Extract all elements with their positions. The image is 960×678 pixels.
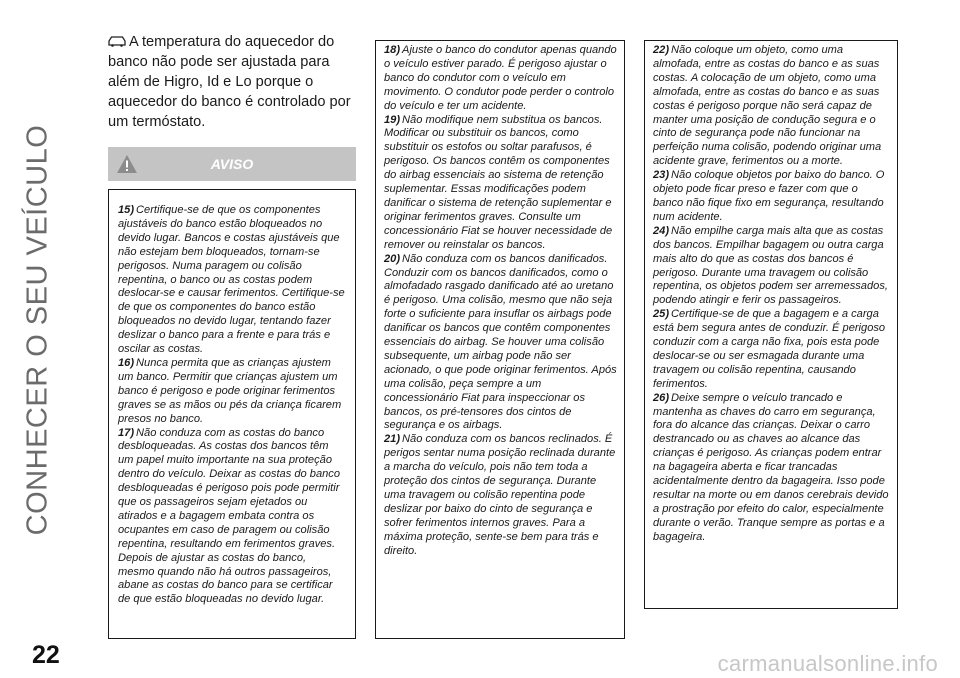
warning-text: Ajuste o banco do condutor apenas quando o veículo estiver parado. É perigoso ajustar o banco do condutor com o veículo em movimento. O condutor pode perder o controlo do veículo e ter um acidente. (384, 44, 617, 112)
watermark: carmanualsonline.info (717, 651, 938, 676)
warning-number: 20) (384, 252, 401, 265)
warning-box-column-2 (375, 40, 625, 639)
warning-item (118, 427, 345, 608)
warning-title: AVISO (210, 156, 254, 172)
warning-text: Não coloque um objeto, como uma almofada, entre as costas do banco e as suas costas. A colocação de um objeto, como uma almofada, entre as costas do banco e as suas costas é perigoso porque não será capaz de manter uma posição de condução segura e o cinto de segurança pode não funcionar na perfeição numa colisão, podendo originar uma acidente grave, ferimentos ou a morte. (653, 44, 882, 168)
warning-number: 17) (118, 426, 135, 439)
warning-item (653, 392, 891, 545)
warning-item (118, 204, 345, 357)
warning-item (653, 308, 891, 391)
warning-number: 24) (653, 224, 670, 237)
warning-box-column-3 (644, 40, 898, 609)
warning-item (118, 357, 345, 427)
warning-item (384, 433, 618, 558)
warning-item (384, 253, 618, 434)
warning-item (653, 169, 891, 225)
warning-number: 15) (118, 204, 135, 216)
warning-number: 25) (653, 308, 670, 321)
warning-number: 19) (384, 113, 401, 126)
warning-text: Nunca permita que as crianças ajustem um banco. Permitir que crianças ajustem um banco é perigoso e pode originar ferimentos graves se as mãos ou pés da criança ficarem presos no banco. (118, 356, 342, 425)
warning-text: Não conduza com os bancos danificados. Conduzir com os bancos danificados, como o almofadado rasgado danificado até ao uretano é perigoso. Uma colisão, mesmo que não seja forte o suficiente para insuflar os airbags pode danificar os bancos que contêm componentes essenciais do airbag. Se houver uma colisão subsequente, um airbag pode não ser acionado, o que pode originar ferimentos. Após uma colisão, peça sempre a um concessionário Fiat para inspeccionar os bancos, os pré-tensores dos cintos de segurança e os airbags. (384, 252, 617, 432)
warning-item (653, 44, 891, 169)
section-side-title: CONHECER O SEU VEÍCULO (21, 124, 54, 536)
warning-number: 23) (653, 169, 670, 182)
car-heater-icon (108, 35, 126, 47)
page-number: 22 (32, 641, 60, 669)
warning-header (108, 147, 356, 181)
warning-number: 22) (653, 44, 670, 56)
warning-item (384, 114, 618, 253)
warning-text: Não modifique nem substitua os bancos. Modificar ou substituir os bancos, como substituir os estofos ou soltar parafusos, é perigoso. Os bancos contêm os componentes do airbag essenciais ao sistema de retenção suplementar. Essas modificações podem danificar o sistema de retenção suplementar e originar ferimentos graves. Consulte um concessionário Fiat se houver necessidade de remover ou reinstalar os bancos. (384, 113, 613, 251)
warning-item (384, 44, 618, 114)
warning-box-column-1 (108, 189, 356, 639)
warning-number: 16) (118, 356, 135, 369)
warning-text: Não coloque objetos por baixo do banco. O objeto pode ficar preso e fazer com que o banco não fique fixo em segurança, resultando num acidente. (653, 169, 885, 223)
warning-text: Certifique-se de que os componentes ajustáveis do banco estão bloqueados no devido lugar. Bancos e costas ajustáveis que não estejam bem bloqueados, tornam-se perigosos. Numa paragem ou colisão repentina, o banco ou as costas podem deslocar-se e causar ferimentos. Certifique-se de que os componentes do banco estão bloqueados no devido lugar, tentando fazer deslizar o banco para a frente e para trás e oscilar as costas. (118, 204, 345, 356)
intro-note (108, 32, 358, 132)
warning-text: Não conduza com os bancos reclinados. É perigos sentar numa posição reclinada durante a marcha do veículo, pois não tem toda a proteção dos cintos de segurança. Durante uma travagem ou colisão repentina pode deslizar por baixo do cinto de segurança e sofrer ferimentos internos graves. Para a máxima proteção, sente-se bem para trás e direito. (384, 433, 616, 557)
warning-text: Certifique-se de que a bagagem e a carga está bem segura antes de conduzir. É perigoso conduzir com a carga não fixa, pois esta pode deslocar-se ou ser esmagada durante uma travagem ou colisão repentina, causando ferimentos. (653, 308, 886, 390)
warning-number: 26) (653, 391, 670, 404)
warning-text: Não empilhe carga mais alta que as costas dos bancos. Empilhar bagagem ou outra carga mais alto do que as costas dos bancos é perigoso. Durante uma travagem ou colisão repentina, os objetos podem ser arremessados, podendo atingir e ferir os passageiros. (653, 224, 888, 307)
warning-number: 21) (384, 433, 401, 446)
intro-text: A temperatura do aquecedor do banco não pode ser ajustada para além de Higro, Id e Lo porque o aquecedor do banco é controlado por um termóstato. (108, 34, 351, 130)
warning-text: Não conduza com as costas do banco desbloqueadas. As costas dos bancos têm um papel muito importante na sua proteção dentro do veículo. Deixar as costas do banco desbloqueadas é perigoso pois pode permitir que os passageiros sejam ejetados ou atirados e a bagagem embata contra os ocupantes em caso de paragem ou colisão repentina, resultando em ferimentos graves. Depois de ajustar as costas do banco, mesmo quando não há outros passageiros, abane as costas do banco para se certificar de que estão bloqueadas no devido lugar. (118, 426, 341, 606)
warning-number: 18) (384, 44, 401, 56)
warning-text: Deixe sempre o veículo trancado e mantenha as chaves do carro em segurança, fora do alcance das crianças. Deixar o carro destrancado ou as chaves ao alcance das crianças é perigoso. As crianças podem entrar na bagageira aberta e ficar trancadas acidentalmente dentro da bagageira. Isso pode resultar na morte ou em danos cerebrais devido a prostração por efeito do calor, especialmente durante o verão. Tranque sempre as portas e a bagageira. (653, 391, 889, 543)
warning-item (653, 225, 891, 308)
